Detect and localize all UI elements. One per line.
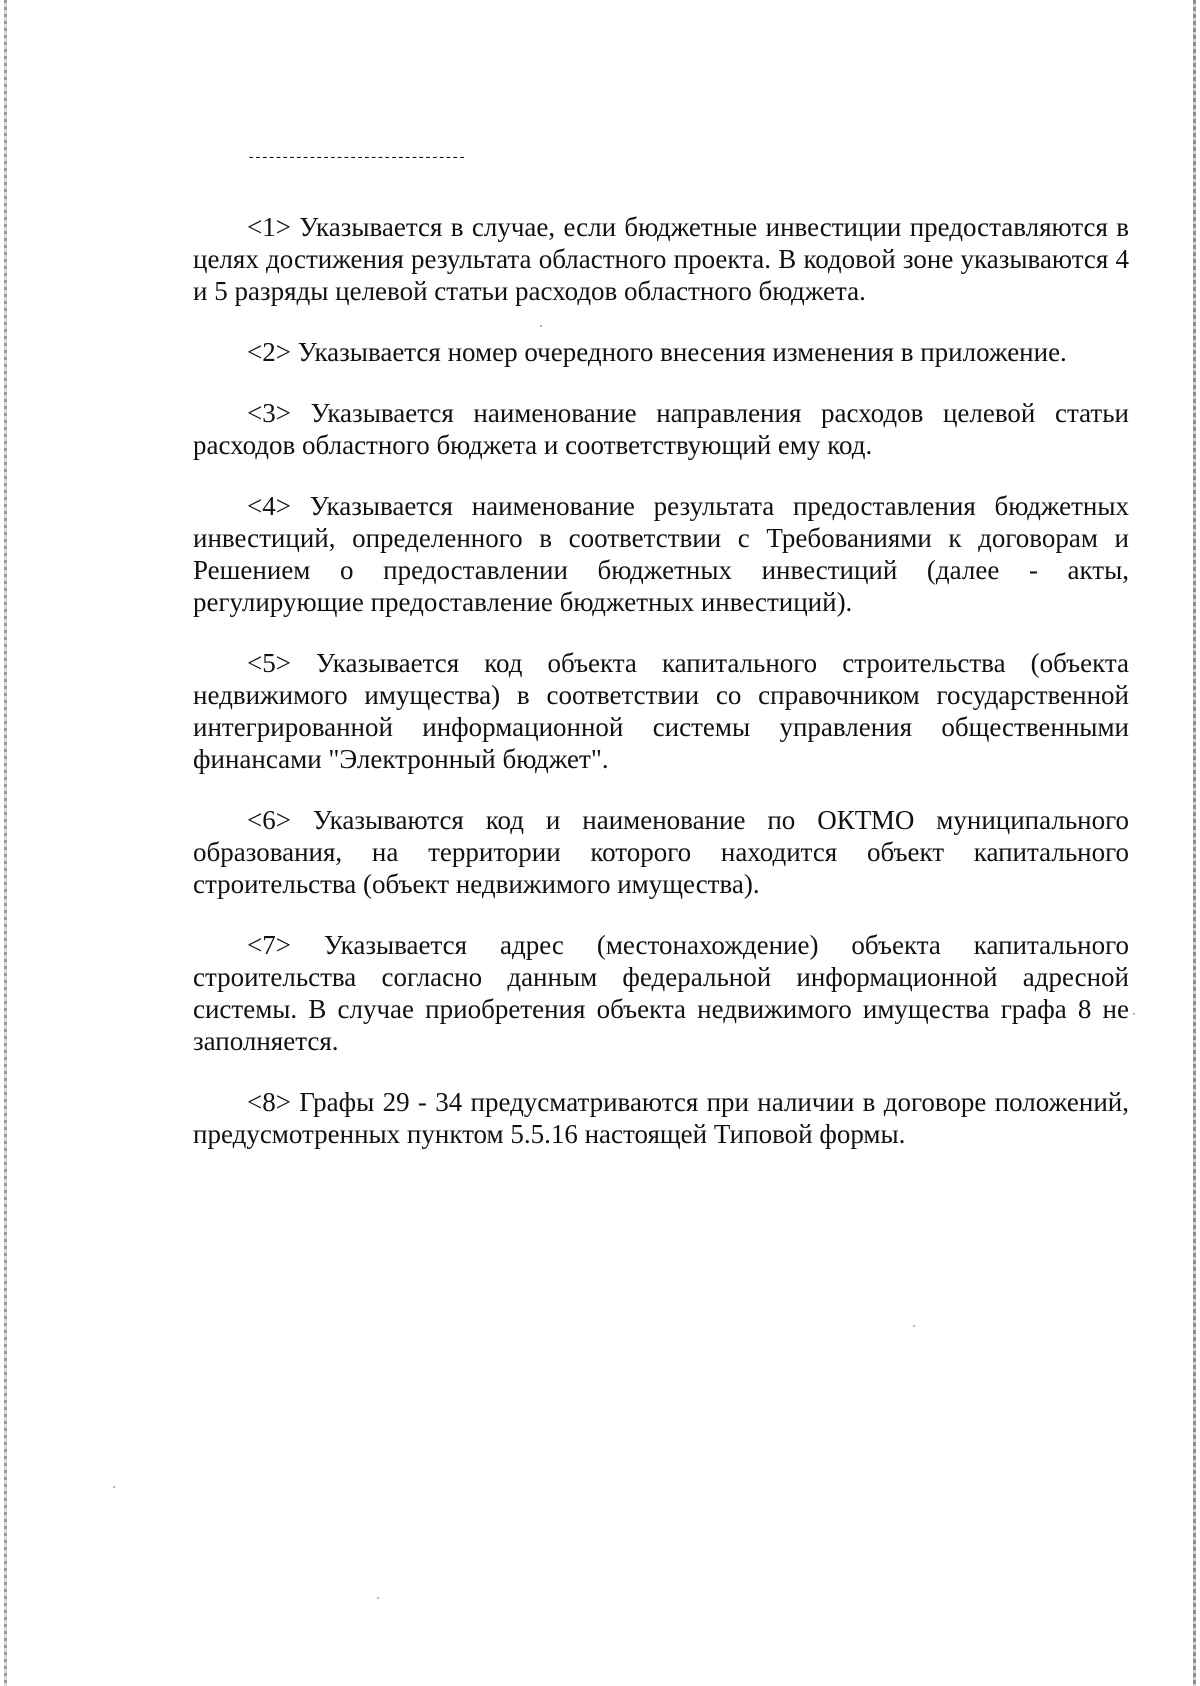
scan-speck xyxy=(913,1325,915,1327)
footnote-7: <7> Указывается адрес (местонахождение) объекта капитального строительства согласно данным федеральной информационной адресной системы. В случае приобретения объекта недвижимого имущества графа 8 не заполняется. xyxy=(193,930,1129,1056)
scan-speck xyxy=(1133,1013,1135,1015)
footnote-1: <1> Указывается в случае, если бюджетные инвестиции предоставляются в целях достижения результата областного проекта. В кодовой зоне указываются 4 и 5 разряды целевой статьи расходов областного бюджета. xyxy=(193,212,1129,306)
footnote-4: <4> Указывается наименование результата предоставления бюджетных инвестиций, определенного в соответствии с Требованиями к договорам и Решением о предоставлении бюджетных инвестиций (далее - акты, регулирующие предоставление бюджетных инвестиций). xyxy=(193,491,1129,617)
footnote-8: <8> Графы 29 - 34 предусматриваются при наличии в договоре положений, предусмотренных пунктом 5.5.16 настоящей Типовой формы. xyxy=(193,1087,1129,1149)
scan-speck xyxy=(113,1486,115,1488)
footnote-5: <5> Указывается код объекта капитального строительства (объекта недвижимого имущества) в соответствии со справочником государственной интегрированной информационной системы управления общественными финансами "Электронный бюджет". xyxy=(193,648,1129,774)
footnote-3: <3> Указывается наименование направления расходов целевой статьи расходов областного бюджета и соответствующий ему код. xyxy=(193,398,1129,460)
scan-speck xyxy=(540,325,542,327)
footnote-6: <6> Указываются код и наименование по ОКТМО муниципального образования, на территории которого находится объект капитального строительства (объект недвижимого имущества). xyxy=(193,805,1129,899)
footnote-separator: -------------------------------- xyxy=(247,150,465,166)
scan-edge-left xyxy=(4,0,7,1686)
scan-edge-right xyxy=(1193,0,1196,1686)
footnote-2: <2> Указывается номер очередного внесения изменения в приложение. xyxy=(247,337,1067,367)
footnotes-list xyxy=(193,211,1129,1150)
scan-speck xyxy=(377,1597,379,1599)
